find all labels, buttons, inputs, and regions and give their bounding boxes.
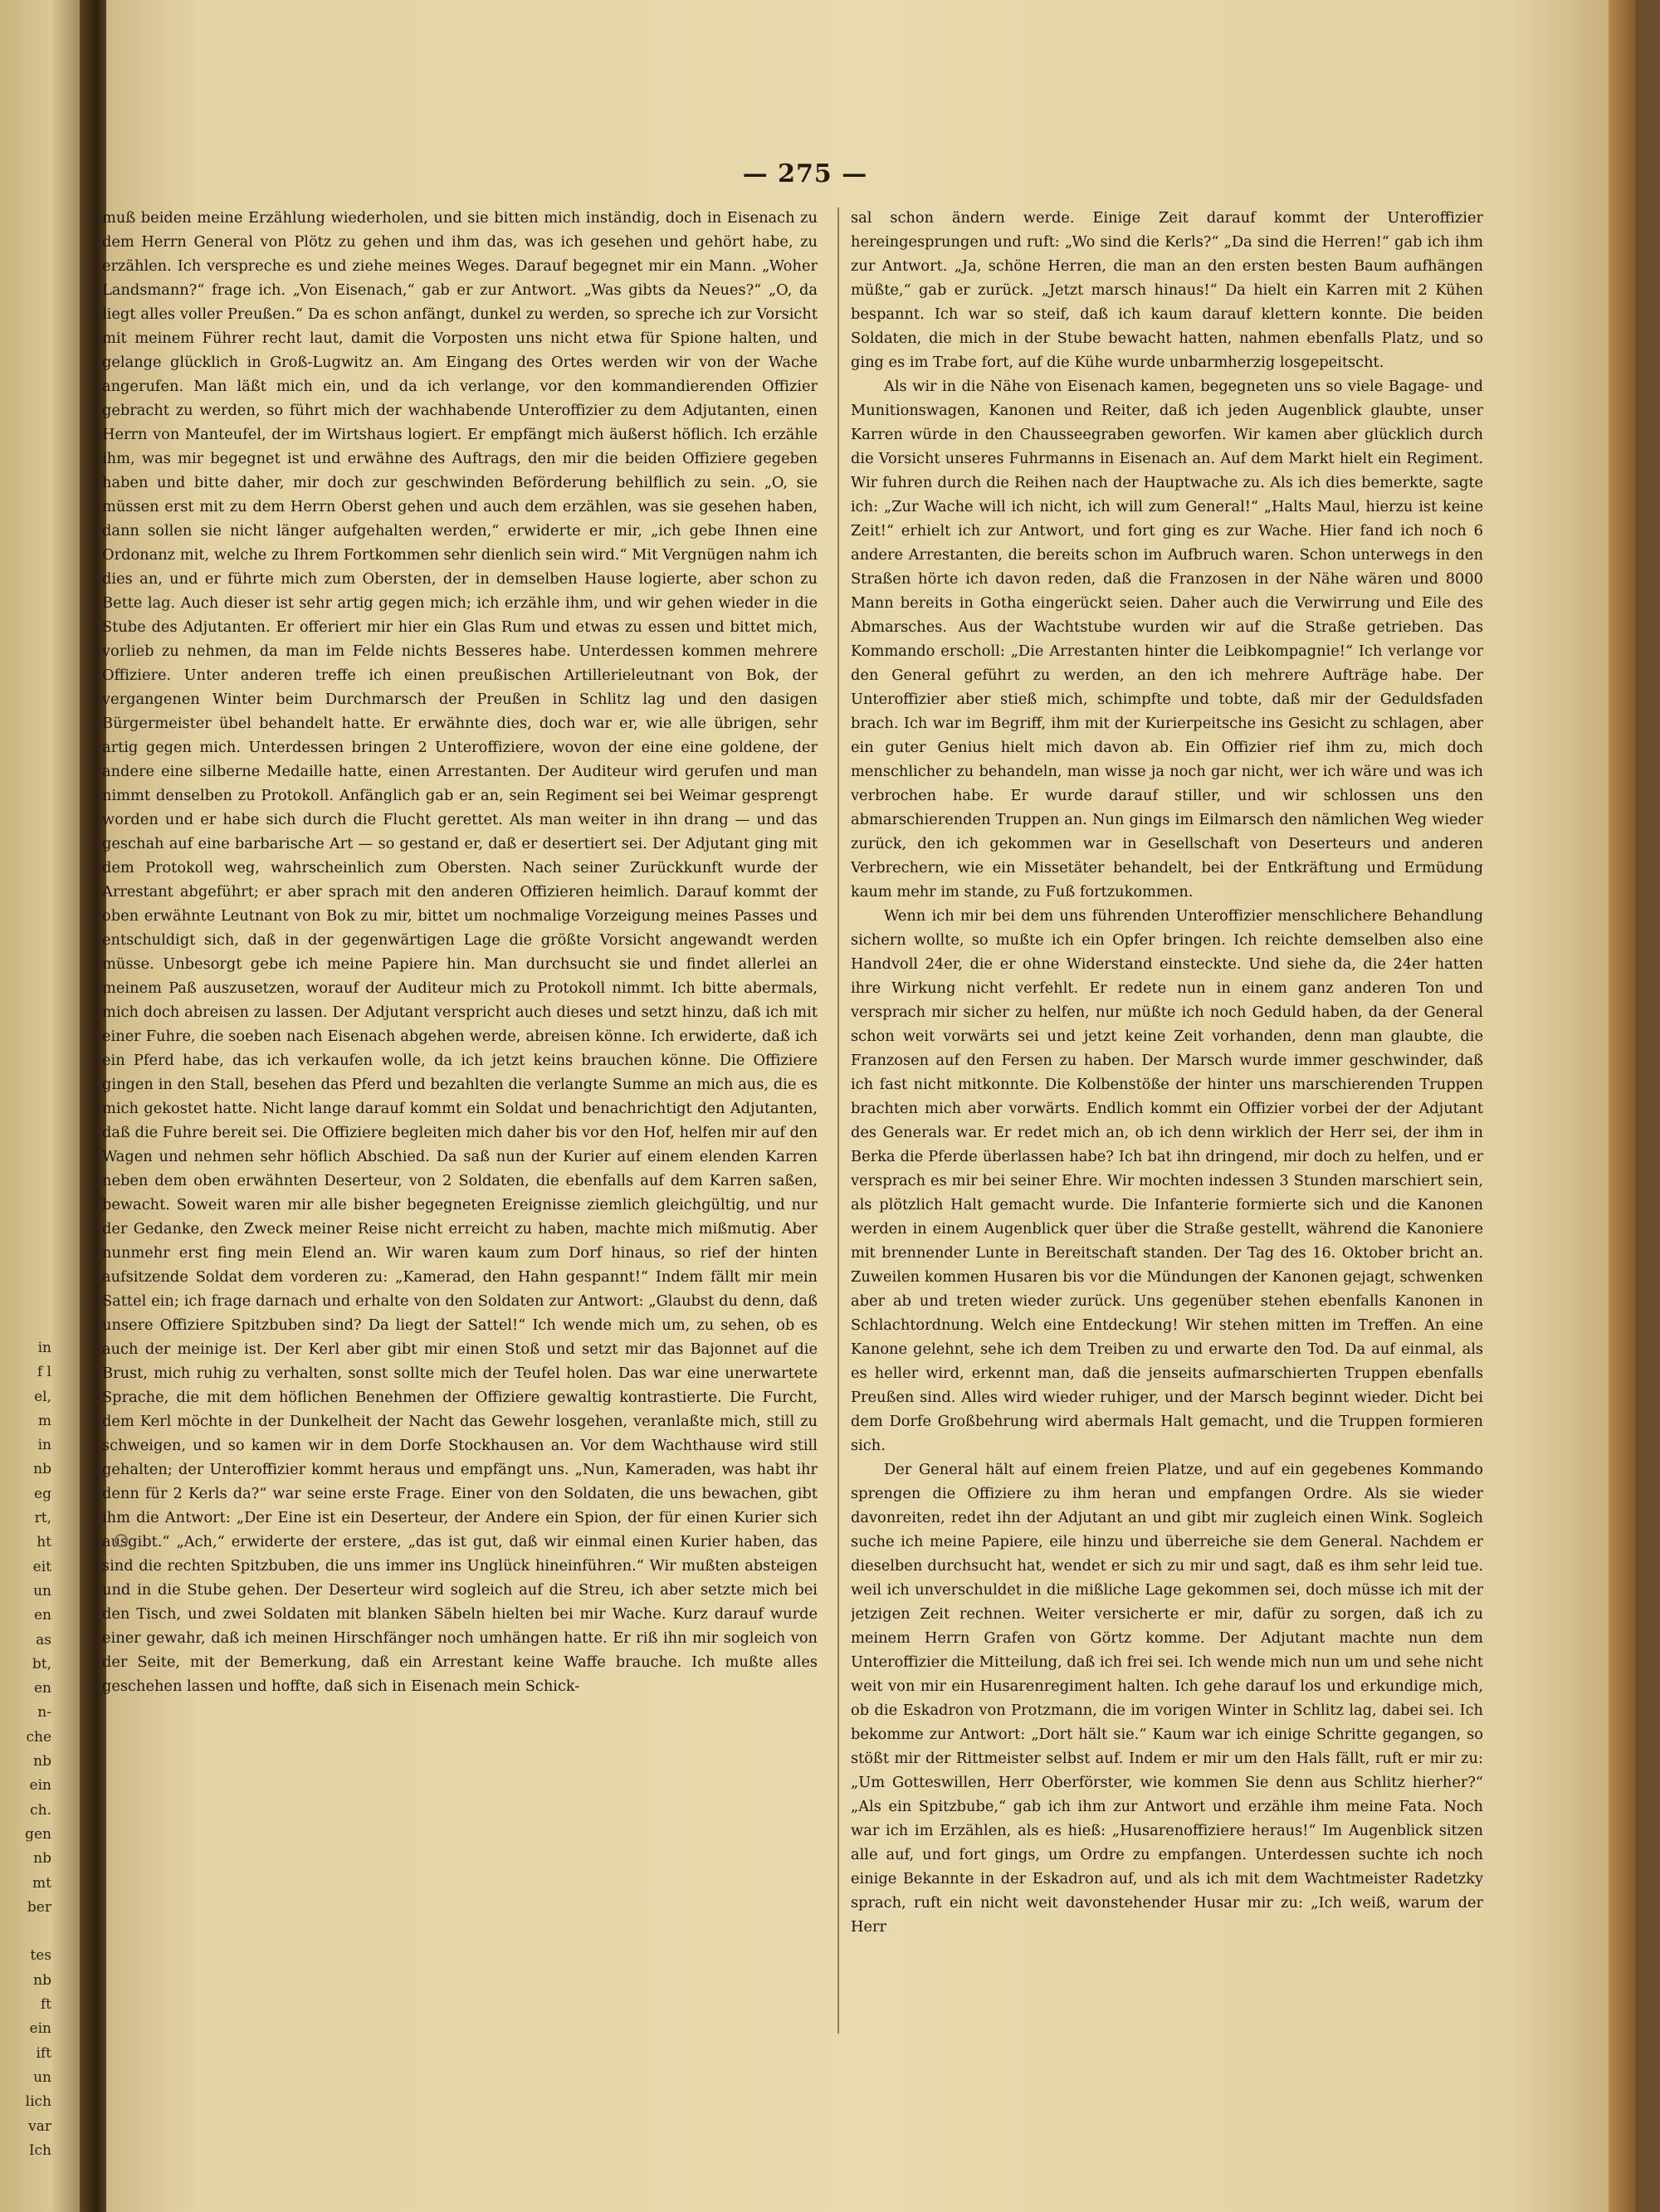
facing-page-text-fragments <box>2 1336 51 2163</box>
margin-fragment: in <box>37 1437 51 1454</box>
margin-fragment: ein <box>29 1777 51 1795</box>
margin-fragment: bt, <box>32 1655 51 1672</box>
margin-fragment: en <box>33 1680 51 1697</box>
page-number: — 275 — <box>742 159 868 188</box>
margin-fragment: che <box>26 1728 51 1746</box>
margin-fragment: ber <box>27 1898 51 1916</box>
margin-fragment: ein <box>29 2020 51 2038</box>
page-edge <box>1609 0 1635 2212</box>
margin-fragment: rt, <box>34 1510 51 1527</box>
margin-fragment: ift <box>36 2044 51 2062</box>
margin-fragment: f l <box>37 1364 51 1381</box>
facing-page-edge <box>0 0 91 2212</box>
paper-blemish <box>115 1534 128 1547</box>
margin-fragment <box>2 1920 51 1944</box>
margin-fragment: tes <box>30 1947 51 1965</box>
text-column-right <box>851 206 1483 2036</box>
margin-fragment: Ich <box>28 2141 51 2159</box>
margin-fragment: var <box>28 2117 51 2135</box>
margin-fragment: eit <box>32 1558 51 1575</box>
margin-fragment: gen <box>25 1825 51 1843</box>
margin-fragment: nb <box>33 1753 51 1770</box>
paragraph: muß beiden meine Erzählung wiederholen, und sie bitten mich inständig, doch in Eisenach zu dem Herrn General von Plötz zu gehen und ihm das, was ich gesehen und gehört habe, zu erzählen. Ich verspreche es und ziehe meines Weges. Darauf begegnet mir ein Mann. „Woher Landsmann?“ frage ich. „Von Eisenach,“ gab er zur Antwort. „Was gibts da Neues?“ „O, da liegt alles voller Preußen.“ Da es schon anfängt, dunkel zu werden, so spreche ich zur Vorsicht mit meinem Führer recht laut, damit die Vorposten uns nicht etwa für Spione halten, und gelange glücklich in Groß-Lugwitz an. Am Eingang des Ortes werden wir von der Wache angerufen. Man läßt mich ein, und da ich verlange, vor den kommandierenden Offizier gebracht zu werden, so führt mich der wachhabende Unteroffizier zu dem Adjutanten, einen Herrn von Manteufel, der im Wirtshaus logiert. Er empfängt mich äußerst höflich. Ich erzähle ihm, was mir begegnet ist und erwähne des Auftrags, den mir die beiden Offiziere gegeben haben und bitte daher, mir doch zur geschwinden Beförderung behilflich zu sein. „O, sie müssen erst mit zu dem Herrn Oberst gehen und auch dem erzählen, was sie gesehen haben, dann sollen sie nicht länger aufgehalten werden,“ erwiderte er mir, „ich gebe Ihnen eine Ordonanz mit, welche zu Ihrem Fortkommen sehr dienlich sein wird.“ Mit Vergnügen nahm ich dies an, und er führte mich zum Obersten, der in demselben Hause logierte, aber schon zu Bette lag. Auch dieser ist sehr artig gegen mich; ich erzähle ihm, und wir gehen wieder in die Stube des Adjutanten. Er offeriert mir hier ein Glas Rum und etwas zu essen und bittet mich, vorlieb zu nehmen, da man im Felde nichts Besseres habe. Unterdessen kommen mehrere Offiziere. Unter anderen treffe ich einen preußischen Artillerieleutnant von Bok, der vergangenen Winter beim Durchmarsch der Preußen in Schlitz lag und den dasigen Bürgermeister übel behandelt hatte. Er erwähnte dies, doch war er, wie alle übrigen, sehr artig gegen mich. Unterdessen bringen 2 Unteroffiziere, wovon der eine eine goldene, der andere eine silberne Medaille hatte, einen Arrestanten. Der Auditeur wird gerufen und man nimmt denselben zu Protokoll. Anfänglich gab er an, sein Regiment sei bei Weimar gesprengt worden und er habe sich durch die Flucht gerettet. Als man weiter in ihn drang — und das geschah auf eine barbarische Art — so gestand er, daß er desertiert sei. Der Adjutant ging mit dem Protokoll weg, wahrscheinlich zum Obersten. Nach seiner Zurückkunft wurde der Arrestant abgeführt; er aber sprach mit den anderen Offizieren heimlich. Darauf kommt der oben erwähnte Leutnant von Bok zu mir, bittet um nochmalige Vorzeigung meines Passes und entschuldigt sich, daß in der gegenwärtigen Lage die größte Vorsicht angewandt werden müsse. Unbesorgt gebe ich meine Papiere hin. Man durchsucht sie und findet allerlei an meinem Paß auszusetzen, worauf der Auditeur mich zu Protokoll nimmt. Ich bitte abermals, mich doch abreisen zu lassen. Der Adjutant verspricht auch dieses und setzt hinzu, daß ich mit einer Fuhre, die soeben nach Eisenach abgehen werde, abreisen könne. Ich erwiderte, daß ich ein Pferd habe, das ich verkaufen wolle, da ich jetzt keins brauchen könne. Die Offiziere gingen in den Stall, besehen das Pferd und bezahlten die verlangte Summe an mich aus, die es mich gekostet hatte. Nicht lange darauf kommt ein Soldat und benachrichtigt den Adjutanten, daß die Fuhre bereit sei. Die Offiziere begleiten mich daher bis vor den Hof, helfen mir auf den Wagen und nehmen sehr höflich Abschied. Da saß nun der Kurier auf einem elenden Karren neben dem oben erwähnten Deserteur, von 2 Soldaten, die ebenfalls auf dem Karren saßen, bewacht. Soweit waren mir alle bisher begegneten Ereignisse ziemlich gleichgültig, und nur der Gedanke, den Zweck meiner Reise nicht erreicht zu haben, machte mich mißmutig. Aber nunmehr erst fing mein Elend an. Wir waren kaum zum Dorf hinaus, so rief der hinten aufsitzende Soldat dem vorderen zu: „Kamerad, den Hahn gespannt!“ Indem fällt mir mein Sattel ein; ich frage darnach und erhalte von den Soldaten zur Antwort: „Glaubst du denn, daß unsere Offiziere Spitzbuben sind? Da liegt der Sattel!“ Ich wende mich um, zu sehen, ob es auch der meinige ist. Der Kerl aber gibt mir einen Stoß und setzt mir das Bajonnet auf die Brust, mich ruhig zu verhalten, sonst sollte mich der Teufel holen. Das war eine unerwartete Sprache, die mit dem höflichen Benehmen der Offiziere gewaltig kontrastierte. Die Furcht, dem Kerl möchte in der Dunkelheit der Nacht das Gewehr losgehen, veranlaßte mich, still zu schweigen, und so kamen wir in dem Dorfe Stockhausen an. Vor dem Wachthause wird still gehalten; der Unteroffizier kommt heraus und empfängt uns. „Nun, Kameraden, was habt ihr denn für 2 Kerls da?“ war seine erste Frage. Einer von den Soldaten, die uns bewachen, gibt ihm die Antwort: „Der Eine ist ein Deserteur, der Andere ein Spion, der für einen Kurier sich ausgibt.“ „Ach,“ erwiderte der erstere, „das ist gut, daß wir einmal einen Kurier haben, das sind die rechten Spitzbuben, die uns immer ins Unglück hineinführen.“ Wir mußten absteigen und in die Stube gehen. Der Deserteur wird sogleich auf die Streu, ich aber setzte mich bei den Tisch, und zwei Soldaten mit blanken Säbeln hielten bei mir Wache. Kurz darauf wurde einer gewahr, daß ich meinen Hirschfänger noch umhängen hatte. Er riß ihn mir sogleich von der Seite, mit der Bemerkung, daß ein Arrestant keine Waffe brauche. Ich mußte alles geschehen lassen und hoffte, daß sich in Eisenach mein Schick- <box>102 209 818 1695</box>
margin-fragment: el, <box>34 1388 51 1405</box>
text-column-left <box>102 206 818 2036</box>
margin-fragment: eg <box>34 1485 51 1502</box>
margin-fragment: un <box>33 1582 51 1599</box>
margin-fragment: m <box>37 1412 51 1429</box>
margin-fragment: ht <box>37 1534 51 1551</box>
paragraph: Der General hält auf einem freien Platze, und auf ein gegebenes Kommando sprengen die Offiziere zu ihm heran und empfangen Ordre. Als sie wieder davonreiten, redet ihn der Adjutant an und gibt mir zugleich einen Wink. Sogleich suche ich meine Papiere, eile hinzu und überreiche sie dem General. Nachdem er dieselben durchsucht hat, wendet er sich zu mir und sagt, daß es ihm sehr leid tue. weil ich unverschuldet in die mißliche Lage gekommen sei, doch müsse ich mit der jetzigen Zeit rechnen. Weiter versicherte er mir, dafür zu sorgen, daß ich zu meinem Herrn Grafen von Görtz komme. Der Adjutant machte nun dem Unteroffizier die Mitteilung, daß ich frei sei. Ich wende mich nun um und sehe nicht weit von mir ein Husarenregiment halten. Ich gehe darauf los und erkundige mich, ob die Eskadron von Protzmann, die im vorigen Winter in Schlitz lag, dabei sei. Ich bekomme zur Antwort: „Dort hält sie.“ Kaum war ich einige Schritte gegangen, so stößt mir der Rittmeister selbst auf. Indem er mir um den Hals fällt, ruft er mir zu: „Um Gotteswillen, Herr Oberförster, wie kommen Sie denn aus Schlitz hierher?“ „Als ein Spitzbube,“ gab ich ihm zur Antwort und erzähle ihm meine Fata. Noch war ich im Erzählen, als es hieß: „Husarenoffiziere heraus!“ Im Augenblick sitzen alle auf, und fort gings, um Ordre zu empfangen. Unterdessen suchte ich noch einige Bekannte in der Eskadron auf, und als ich mit dem Wachtmeister Radetzky sprach, ruft ein nicht weit davonstehender Husar mir zu: „Ich weiß, warum der Herr <box>851 1461 1483 1936</box>
margin-fragment: nb <box>33 1850 51 1868</box>
paragraph: sal schon ändern werde. Einige Zeit darauf kommt der Unteroffizier hereingesprungen und ruft: „Wo sind die Kerls?“ „Da sind die Herren!“ gab ich ihm zur Antwort. „Ja, schöne Herren, die man an den ersten besten Baum aufhängen müßte,“ gab er zurück. „Jetzt marsch hinaus!“ Da hielt ein Karren mit 2 Kühen bespannt. Ich war so steif, daß ich kaum darauf klettern konnte. Die beiden Soldaten, die mich in der Stube bewacht hatten, nahmen ebenfalls Platz, und so ging es im Trabe fort, auf die Kühe wurde unbarmherzig losgepeitscht. <box>851 209 1483 371</box>
margin-fragment: lich <box>25 2093 51 2111</box>
margin-fragment: in <box>37 1340 51 1356</box>
margin-fragment: ch. <box>30 1801 51 1819</box>
margin-fragment: as <box>36 1631 51 1648</box>
column-divider <box>837 208 839 2034</box>
margin-fragment: nb <box>33 1971 51 1989</box>
margin-fragment: mt <box>32 1874 51 1892</box>
margin-fragment: ft <box>40 1996 51 2014</box>
margin-fragment: en <box>33 1607 51 1624</box>
paragraph: Wenn ich mir bei dem uns führenden Unteroffizier menschlichere Behandlung sichern wollte, so mußte ich ein Opfer bringen. Ich reichte demselben also eine Handvoll 24er, die er ohne Widerstand einsteckte. Und siehe da, die 24er hatten ihre Wirkung nicht verfehlt. Er redete nun in einem ganz anderen Ton und versprach mir sicher zu helfen, nur müßte ich noch Geduld haben, da der General schon weit vorwärts sei und jetzt keine Zeit vorhanden, denn man glaubte, die Franzosen auf den Fersen zu haben. Der Marsch wurde immer geschwinder, daß ich fast nicht mitkonnte. Die Kolbenstöße der hinter uns marschierenden Truppen brachten mich aber vorwärts. Endlich kommt ein Offizier vorbei der der Adjutant des Generals war. Er redet mich an, ob ich denn wirklich der Herr sei, der ihm in Berka die Pferde überlassen habe? Ich bat ihn dringend, mir doch zu helfen, und er versprach es mir bei seiner Ehre. Wir mochten indessen 3 Stunden marschiert sein, als plötzlich Halt gemacht wurde. Die Infanterie formierte sich und die Kanonen werden in einem Augenblick quer über die Straße gestellt, während die Kanoniere mit brennender Lunte in Bereitschaft standen. Der Tag des 16. Oktober bricht an. Zuweilen kommen Husaren bis vor die Mündungen der Kanonen gejagt, schwenken aber ab und treten wieder zurück. Uns gegenüber stehen ebenfalls Kanonen in Schlachtordnung. Welch eine Entdeckung! Wir stehen mitten im Treffen. An eine Kanone gelehnt, sehe ich dem Treiben zu und erwarte den Tod. Da auf einmal, als es heller wird, erkennt man, daß die jenseits aufmarschierten Truppen ebenfalls Preußen sind. Alles wird wieder ruhiger, und der Marsch beginnt wieder. Dicht bei dem Dorfe Großbehrung wird abermals Halt gemacht, und die Truppen formieren sich. <box>851 907 1483 1454</box>
margin-fragment: n- <box>37 1704 51 1721</box>
margin-fragment: nb <box>33 1461 51 1478</box>
margin-fragment: un <box>33 2068 51 2086</box>
paragraph: Als wir in die Nähe von Eisenach kamen, begegneten uns so viele Bagage- und Munitionswagen, Kanonen und Reiter, daß ich jeden Augenblick glaubte, unser Karren würde in den Chausseegraben geworfen. Wir kamen aber glücklich durch die Vorsicht unseres Fuhrmanns in Eisenach an. Auf dem Markt hielt ein Regiment. Wir fuhren durch die Reihen nach der Hauptwache zu. Als ich dies bemerkte, sagte ich: „Zur Wache will ich nicht, ich will zum General!“ „Halts Maul, hierzu ist keine Zeit!“ erhielt ich zur Antwort, und fort ging es zur Wache. Hier fand ich noch 6 andere Arrestanten, die bereits schon im Aufbruch waren. Schon unterwegs in den Straßen hörte ich davon reden, daß die Franzosen in der Nähe wären und 8000 Mann bereits in Gotha eingerückt seien. Daher auch die Verwirrung und Eile des Abmarsches. Aus der Wachtstube wurden wir auf die Straße getrieben. Das Kommando erscholl: „Die Arrestanten hinter die Leibkompagnie!“ Ich verlange vor den General geführt zu werden, an den ich mehrere Aufträge habe. Der Unteroffizier aber stieß mich, schimpfte und tobte, daß mir der Geduldsfaden brach. Ich war im Begriff, ihm mit der Kurierpeitsche ins Gesicht zu schlagen, aber ein guter Genius hielt mich davon ab. Ein Offizier rief ihm zu, mich doch menschlicher zu behandeln, man wisse ja noch gar nicht, wer ich wäre und was ich verbrochen habe. Er wurde darauf stiller, und wir schlossen uns den abmarschierenden Truppen an. Nun gings im Eilmarsch den nämlichen Weg wieder zurück, den ich gekommen war in Gesellschaft von Deserteurs und anderen Verbrechern, wie ein Missetäter behandelt, bei der Entkräftung und Ermüdung kaum mehr im stande, zu Fuß fortzukommen. <box>851 378 1483 901</box>
